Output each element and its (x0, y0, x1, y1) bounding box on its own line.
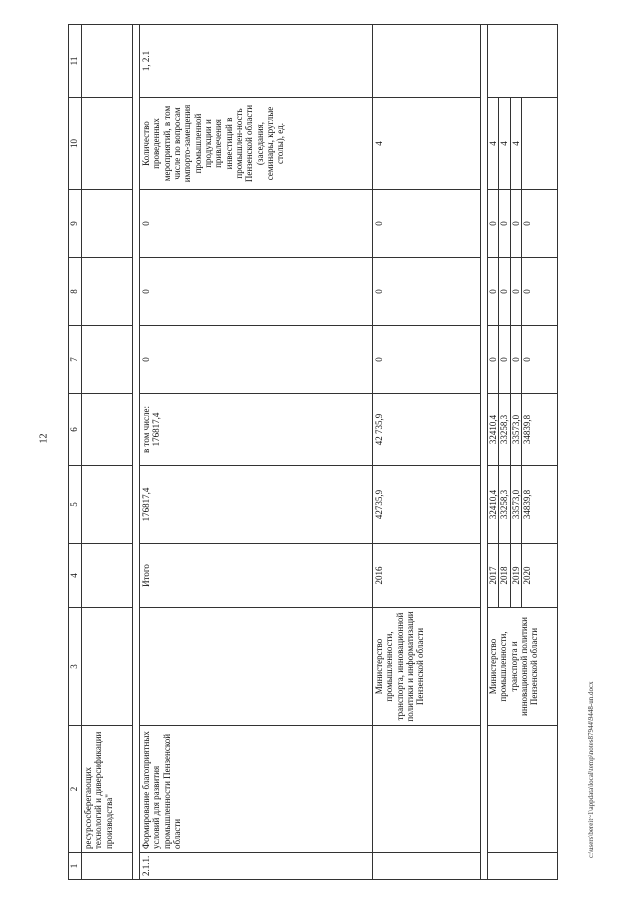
executor-2017: Министерство промышленности, транспорта и инновационной политики Пензенской области (488, 608, 558, 726)
table-row: 2020 34839,8 34839,8 0 0 0 (522, 25, 558, 880)
separator-row (133, 25, 140, 880)
total-col8: 0 (140, 258, 373, 326)
total-col9: 0 (140, 190, 373, 258)
row-title: Формирование благоприятных условий для развития промышленности Пензенской области (140, 726, 373, 853)
separator-row (481, 25, 488, 880)
header-cell: 9 (69, 190, 82, 258)
table-row (140, 25, 373, 880)
header-cell: 3 (69, 608, 82, 726)
header-cell: 2 (69, 726, 82, 853)
total-col6: в том числе: 176817,4 (140, 394, 373, 466)
total-col7: 0 (140, 326, 373, 394)
header-cell: 5 (69, 466, 82, 544)
header-cell: 8 (69, 258, 82, 326)
table-row: Министерство промышленности, транспорта, инновационной политики и информатизации Пензенской области 2016 42735,9 42 735,9 0 0 0 4 (373, 25, 481, 880)
continuation-row (82, 25, 133, 880)
footer-file-path: c:\users\bereit~1\appdata\local\temp\notes87944\9448-un.docx (587, 681, 595, 858)
in-that-number: в том числе: (141, 406, 151, 453)
col11-value: 1, 2.1 (140, 25, 373, 98)
header-cell: 4 (69, 544, 82, 608)
table-row: Министерство промышленности, транспорта и инновационной политики Пензенской области 2017 32410,4 32410,4 0 0 0 4 (488, 25, 499, 880)
header-cell: 7 (69, 326, 82, 394)
rotated-table-sheet (68, 25, 563, 880)
program-table (68, 24, 558, 880)
table-row: 2019 33573,0 33573,0 0 0 0 4 (510, 25, 521, 880)
header-cell: 1 (69, 853, 82, 880)
total-col5: 176817,4 (140, 466, 373, 544)
header-cell: 10 (69, 98, 82, 190)
header-row (69, 25, 82, 880)
executor-2016: Министерство промышленности, транспорта, инновационной политики и информатизации Пензенской области (373, 608, 481, 726)
header-cell: 11 (69, 25, 82, 98)
table-row: 2018 33258,3 33258,3 0 0 0 4 (499, 25, 510, 880)
page-number: 12 (38, 433, 50, 444)
continuation-text: ресурсосберегающих технологий и диверсификации производства" (82, 726, 133, 853)
total-label: Итого (140, 544, 373, 608)
header-cell: 6 (69, 394, 82, 466)
indicator-text: Количество проведенных мероприятий, в том числе по вопросам импорто-замещения промышленной продукции и привлечения инвестиций в промышлен-ность Пензенской области (заседания, семинары, круглые столы), ед. (140, 98, 373, 190)
row-number: 2.1.1. (140, 853, 373, 880)
